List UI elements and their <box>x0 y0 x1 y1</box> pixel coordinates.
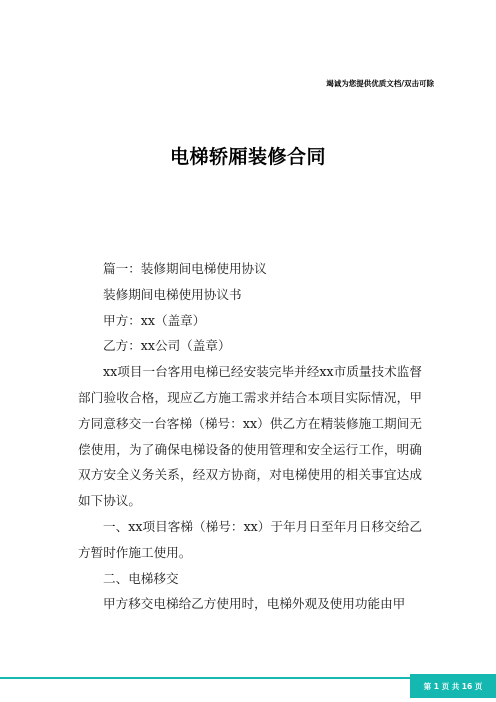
paragraph: 甲方：xx（盖章） <box>103 312 206 328</box>
document-body <box>78 256 422 617</box>
page-number-badge <box>410 674 496 698</box>
page-footer <box>0 674 496 702</box>
paragraph: 乙方：xx公司（盖章） <box>103 338 231 354</box>
page-number-label: 第 1 页 共 16 页 <box>423 681 483 691</box>
paragraph: 二、电梯移交 <box>103 570 179 586</box>
paragraph: 装修期间电梯使用协议书 <box>103 286 242 302</box>
paragraph: xx项目一台客用电梯已经安装完毕并经xx市质量技术监督部门验收合格，现应乙方施工需求并结合本项目实际情况，甲方同意移交一台客梯（梯号：xx）供乙方在精装修施工期间无偿使用，为了确保电梯设备的使用管理和安全运行工作，明确双方安全义务关系，经双方协商，对电梯使用的相关事宜达成如下协议。 <box>78 364 422 509</box>
paragraph: 篇一：装修期间电梯使用协议 <box>103 261 267 276</box>
paragraph: 甲方移交电梯给乙方使用时，电梯外观及使用功能由甲 <box>103 596 406 612</box>
paragraph: 一、xx项目客梯（梯号：xx）于年月日至年月日移交给乙方暂时作施工使用。 <box>78 518 422 560</box>
document-title: 电梯轿厢装修合同 <box>169 146 326 168</box>
header-note: 竭诚为您提供优质文档/双击可除 <box>326 79 434 88</box>
